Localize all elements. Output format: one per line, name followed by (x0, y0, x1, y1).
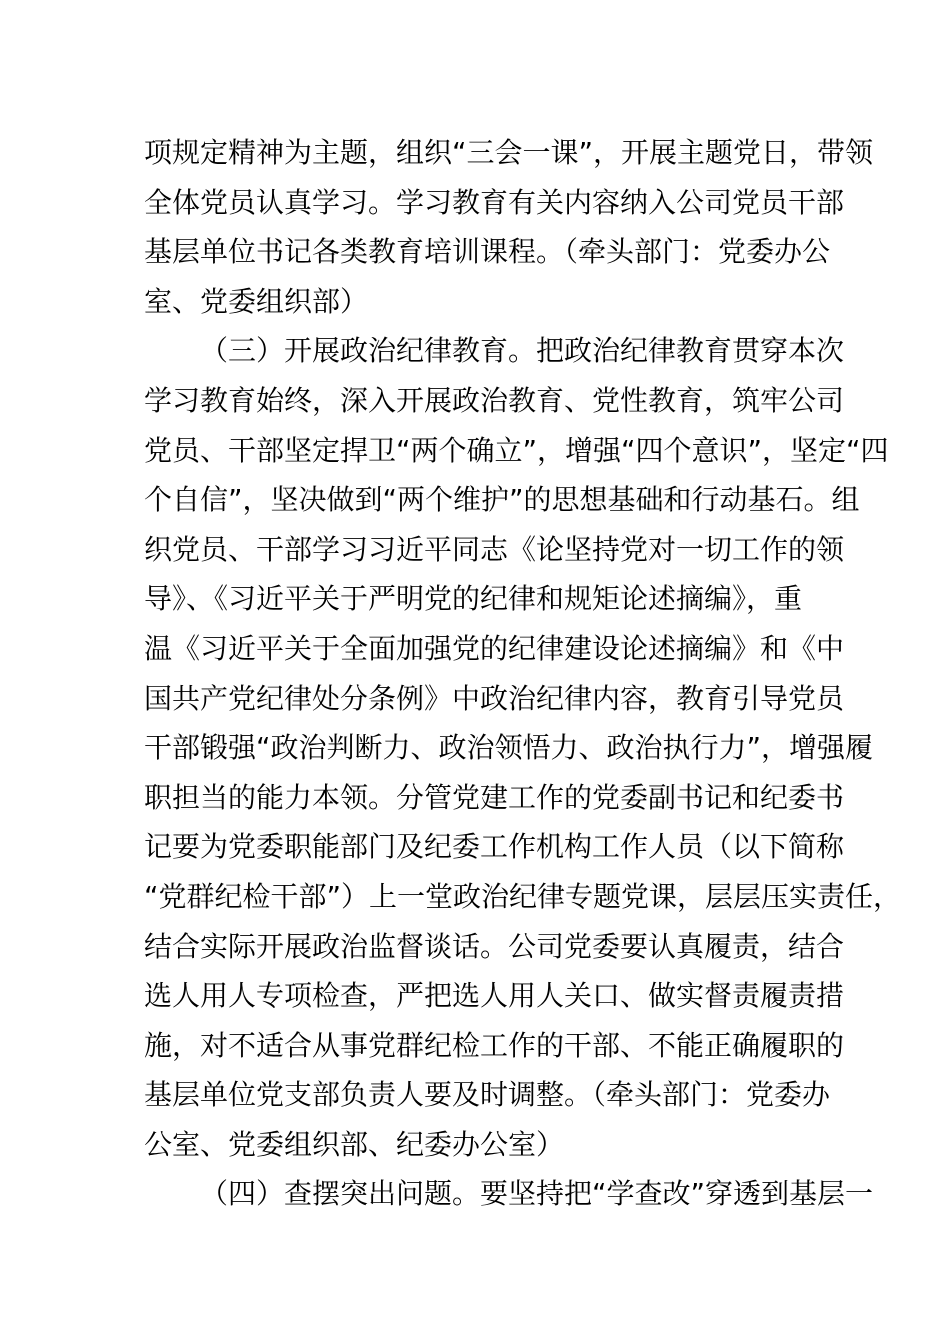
text-line-3: 基层单位书记各类教育培训课程。（牵头部门：党委办公 (144, 235, 831, 269)
text-line-13: 干部锻强“政治判断力、政治领悟力、政治执行力”，增强履 (144, 731, 874, 765)
text-line-15: 记要为党委职能部门及纪委工作机构工作人员（以下简称 (144, 830, 845, 864)
body-text (144, 128, 902, 1219)
text-line-17: 结合实际开展政治监督谈话。公司党委要认真履责，结合 (144, 929, 845, 963)
text-line-9: 织党员、干部学习习近平同志《论坚持党对一切工作的领 (144, 532, 845, 566)
text-line-18: 选人用人专项检查，严把选人用人关口、做实督责履责措 (144, 979, 845, 1013)
text-line-4: 室、党委组织部） (144, 284, 369, 318)
text-line-10: 导》、《习近平关于严明党的纪律和规矩论述摘编》，重 (144, 582, 803, 616)
text-line-20: 基层单位党支部负责人要及时调整。（牵头部门：党委办 (144, 1078, 831, 1112)
text-line-22: （四）查摆突出问题。要坚持把“学查改”穿透到基层一 (200, 1177, 874, 1211)
text-line-19: 施，对不适合从事党群纪检工作的干部、不能正确履职的 (144, 1028, 845, 1062)
text-line-1: 项规定精神为主题，组织“三会一课”，开展主题党日，带领 (144, 136, 874, 169)
text-line-8: 个自信”，坚决做到“两个维护”的思想基础和行动基石。组 (144, 483, 860, 517)
text-line-14: 职担当的能力本领。分管党建工作的党委副书记和纪委书 (144, 780, 845, 814)
text-line-7: 党员、干部坚定捍卫“两个确立”，增强“四个意识”，坚定“四 (144, 433, 889, 467)
text-line-2: 全体党员认真学习。学习教育有关内容纳入公司党员干部 (144, 185, 845, 219)
text-line-11: 温《习近平关于全面加强党的纪律建设论述摘编》和《中 (144, 631, 845, 665)
text-line-16: “党群纪检干部”）上一堂政治纪律专题党课，层层压实责任， (144, 879, 902, 913)
text-line-6: 学习教育始终，深入开展政治教育、党性教育，筑牢公司 (144, 383, 845, 417)
text-line-12: 国共产党纪律处分条例》中政治纪律内容，教育引导党员 (144, 681, 845, 715)
text-line-5: （三）开展政治纪律教育。把政治纪律教育贯穿本次 (200, 334, 845, 368)
text-line-21: 公室、党委组织部、纪委办公室） (144, 1127, 565, 1161)
